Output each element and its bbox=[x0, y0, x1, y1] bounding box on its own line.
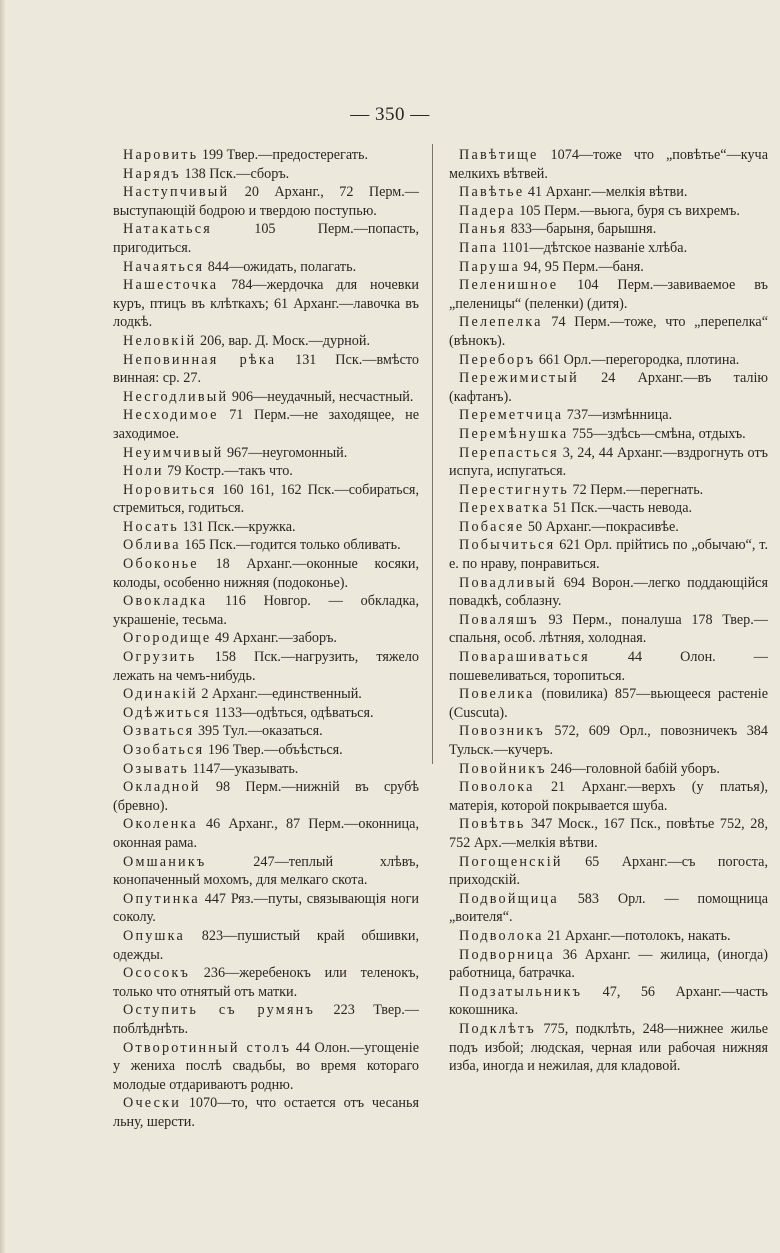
entry-definition: 572, 609 Орл., повозничекъ 384 Тульск.—кучеръ. bbox=[449, 723, 768, 758]
dictionary-entry bbox=[113, 462, 419, 481]
entry-definition: 246—головной бабій уборъ. bbox=[546, 760, 720, 777]
entry-definition: 51 Пск.—часть невода. bbox=[549, 500, 693, 517]
entry-definition: 1133—одѣться, одѣваться. bbox=[210, 704, 374, 721]
dictionary-entry bbox=[113, 276, 419, 332]
dictionary-entry bbox=[113, 741, 419, 760]
entry-headword: Побычиться bbox=[459, 537, 556, 554]
entry-definition: 737—измѣнница. bbox=[563, 407, 673, 424]
dictionary-entry bbox=[113, 220, 419, 257]
entry-headword: Очески bbox=[123, 1095, 182, 1112]
dictionary-entry bbox=[113, 1094, 419, 1131]
entry-headword: Подволока bbox=[459, 927, 544, 944]
entry-definition: 93 Перм., поналуша 178 Твер.—спальня, особ. лѣтняя, холодная. bbox=[449, 611, 768, 647]
entry-headword: Оступить съ румянъ bbox=[123, 1002, 315, 1019]
entry-definition: 104 Перм.—завиваемое въ „пеленицы“ (пеленки) (дитя). bbox=[449, 277, 768, 312]
entry-definition: 49 Арханг.—заборъ. bbox=[211, 630, 337, 647]
dictionary-entry bbox=[113, 146, 419, 165]
dictionary-entry bbox=[449, 778, 768, 815]
entry-headword: Подвойщица bbox=[459, 890, 559, 907]
entry-headword: Овокладка bbox=[123, 593, 208, 610]
entry-definition: 116 Новгор. — обкладка, украшеніе, тесьма. bbox=[113, 593, 419, 628]
dictionary-entry bbox=[113, 760, 419, 779]
entry-headword: Подзатыльникъ bbox=[459, 983, 583, 1000]
entry-definition: 47, 56 Арханг.—часть кокошника. bbox=[449, 983, 768, 1019]
dictionary-entry bbox=[449, 927, 768, 946]
entry-headword: Побасяе bbox=[459, 518, 525, 535]
entry-definition: 158 Пск.—нагрузить, тяжело лежать на чемъ-нибудь. bbox=[113, 649, 419, 684]
entry-definition: 21 Арханг.—верхъ (у платья), матерія, которой покрывается шуба. bbox=[449, 779, 768, 814]
entry-definition: 131 Пск.—вмѣсто винная: ср. 27. bbox=[113, 351, 419, 387]
entry-headword: Пеленишное bbox=[459, 277, 559, 294]
entry-headword: Отворотинный столъ bbox=[123, 1039, 292, 1056]
entry-definition: 1070—то, что остается отъ чесанья льну, шерсти. bbox=[113, 1095, 419, 1130]
entry-headword: Поварашиваться bbox=[459, 649, 590, 666]
entry-definition: 71 Перм.—не заходящее, не заходимое. bbox=[113, 407, 419, 442]
dictionary-entry bbox=[449, 760, 768, 779]
entry-definition: 24 Арханг.—въ талію (кафтанъ). bbox=[449, 370, 768, 405]
entry-headword: Наступчивый bbox=[123, 184, 230, 201]
entry-headword: Опутинка bbox=[123, 890, 200, 907]
entry-definition: 36 Арханг. — жилица, (иногда) работница, батрачка. bbox=[449, 946, 768, 982]
dictionary-entry bbox=[449, 815, 768, 852]
entry-headword: Перемѣнушка bbox=[459, 425, 569, 442]
entry-definition: 46 Арханг., 87 Перм.—оконница, оконная рама. bbox=[113, 816, 419, 851]
entry-headword: Папа bbox=[459, 239, 499, 256]
entry-definition: 1101—дѣтское названіе хлѣба. bbox=[498, 239, 688, 256]
entry-definition: 833—барыня, барышня. bbox=[507, 221, 657, 238]
entry-headword: Неповинная рѣка bbox=[123, 351, 277, 368]
dictionary-entry bbox=[113, 722, 419, 741]
entry-headword: Подклѣтъ bbox=[459, 1020, 536, 1037]
entry-definition: 20 Арханг., 72 Перм.—выступающій бодрою и твердою поступью. bbox=[113, 184, 419, 219]
entry-headword: Повѣтвь bbox=[459, 816, 526, 833]
dictionary-entry bbox=[449, 258, 768, 277]
entry-headword: Несходимое bbox=[123, 407, 219, 424]
entry-headword: Перехватка bbox=[459, 500, 550, 517]
entry-definition: 784—жердочка для ночевки куръ, птицъ въ клѣткахъ; 61 Арханг.—лавочка въ лодкѣ. bbox=[113, 277, 419, 331]
entry-definition: 138 Пск.—сборъ. bbox=[180, 165, 290, 182]
entry-headword: Переборъ bbox=[459, 351, 536, 368]
dictionary-entry bbox=[449, 481, 768, 500]
dictionary-entry bbox=[113, 165, 419, 184]
dictionary-entry bbox=[113, 444, 419, 463]
entry-definition: 131 Пск.—кружка. bbox=[178, 518, 296, 535]
dictionary-entry bbox=[449, 313, 768, 350]
dictionary-entry bbox=[449, 146, 768, 183]
entry-headword: Озваться bbox=[123, 723, 195, 740]
entry-definition: 160 161, 162 Пск.—собираться, стремиться, годиться. bbox=[113, 481, 419, 517]
entry-definition: 105 Перм.—попасть, пригодиться. bbox=[113, 221, 419, 256]
entry-headword: Пелепелка bbox=[459, 314, 543, 331]
entry-definition: 661 Орл.—перегородка, плотина. bbox=[535, 351, 740, 368]
entry-headword: Перепасться bbox=[459, 444, 559, 461]
entry-headword: Огрузить bbox=[123, 649, 197, 666]
dictionary-entry bbox=[113, 183, 419, 220]
entry-headword: Пережимистый bbox=[459, 370, 579, 387]
entry-definition: 50 Арханг.—покрасивѣе. bbox=[524, 518, 679, 535]
dictionary-entry bbox=[449, 648, 768, 685]
entry-definition: 65 Арханг.—съ погоста, приходскій. bbox=[449, 853, 768, 889]
dictionary-entry bbox=[449, 351, 768, 370]
dictionary-entry bbox=[113, 518, 419, 537]
entry-headword: Огородище bbox=[123, 630, 212, 647]
dictionary-entry bbox=[449, 183, 768, 202]
entry-definition: 694 Ворон.—легко поддающійся повадкѣ, соблазну. bbox=[449, 574, 768, 610]
entry-headword: Неловкій bbox=[123, 332, 197, 349]
entry-headword: Одѣжиться bbox=[123, 704, 211, 721]
dictionary-entry bbox=[449, 220, 768, 239]
entry-definition: 74 Перм.—тоже, что „перепелка“ (вѣнокъ). bbox=[449, 314, 768, 349]
right-column bbox=[449, 146, 768, 1076]
entry-definition: 105 Перм.—вьюга, буря съ вихремъ. bbox=[515, 202, 740, 219]
dictionary-entry bbox=[113, 481, 419, 518]
dictionary-entry bbox=[113, 258, 419, 277]
dictionary-entry bbox=[449, 536, 768, 573]
dictionary-entry bbox=[449, 983, 768, 1020]
entry-headword: Поваляшъ bbox=[459, 611, 539, 628]
entry-headword: Нашесточка bbox=[123, 277, 219, 294]
entry-headword: Погощенскій bbox=[459, 853, 563, 870]
dictionary-entry bbox=[113, 388, 419, 407]
page-number: — 350 — bbox=[350, 104, 430, 125]
dictionary-entry bbox=[449, 369, 768, 406]
dictionary-entry bbox=[113, 648, 419, 685]
entry-headword: Поволока bbox=[459, 779, 535, 796]
entry-headword: Натакаться bbox=[123, 221, 212, 238]
entry-definition: 79 Костр.—такъ что. bbox=[163, 463, 293, 480]
entry-headword: Облива bbox=[123, 537, 181, 554]
dictionary-entry bbox=[113, 815, 419, 852]
entry-headword: Озобаться bbox=[123, 742, 205, 758]
dictionary-entry bbox=[113, 685, 419, 704]
entry-definition: 18 Арханг.—оконные косяки, колоды, особенно нижняя (подоконье). bbox=[113, 556, 419, 591]
entry-headword: Переметчица bbox=[459, 407, 564, 424]
entry-headword: Околенка bbox=[123, 816, 198, 833]
dictionary-entry bbox=[113, 890, 419, 927]
dictionary-entry bbox=[113, 592, 419, 629]
entry-headword: Окладной bbox=[123, 779, 201, 796]
dictionary-entry bbox=[113, 332, 419, 351]
entry-headword: Озывать bbox=[123, 760, 189, 777]
dictionary-entry bbox=[113, 853, 419, 890]
entry-headword: Падера bbox=[459, 202, 516, 219]
entry-definition: 1074—тоже что „повѣтье“—куча мелкихъ вѣтвей. bbox=[449, 147, 768, 182]
entry-definition: 447 Ряз.—путы, связывающія ноги соколу. bbox=[113, 890, 419, 926]
entry-definition: 236—жеребенокъ или теленокъ, только что отнятый отъ матки. bbox=[113, 965, 419, 1000]
entry-definition: 196 Твер.—объѣсться. bbox=[204, 742, 343, 758]
entry-definition: 72 Перм.—перегнать. bbox=[568, 481, 704, 498]
entry-definition: 41 Арханг.—мелкія вѣтви. bbox=[524, 184, 688, 201]
entry-headword: Одинакій bbox=[123, 686, 198, 703]
entry-definition: 2 Арханг.—единственный. bbox=[197, 686, 362, 703]
dictionary-entry bbox=[113, 1039, 419, 1095]
dictionary-entry bbox=[113, 555, 419, 592]
entry-headword: Панья bbox=[459, 221, 508, 238]
entry-definition: 44 Олон.—угощеніе у жениха послѣ свадьбы, во время котораго молодые отдариваютъ родню. bbox=[113, 1039, 419, 1093]
entry-headword: Неуимчивый bbox=[123, 444, 224, 461]
dictionary-entry bbox=[449, 425, 768, 444]
entry-definition: 44 Олон. — пошевеливаться, торопиться. bbox=[449, 649, 768, 684]
entry-definition: 395 Тул.—оказаться. bbox=[194, 723, 323, 740]
entry-headword: Повойникъ bbox=[459, 760, 547, 777]
entry-definition: 21 Арханг.—потолокъ, накать. bbox=[543, 927, 731, 944]
dictionary-entry bbox=[113, 351, 419, 388]
entry-headword: Перестигнуть bbox=[459, 481, 569, 498]
dictionary-entry bbox=[449, 853, 768, 890]
entry-definition: 621 Орл. прійтись по „обычаю“, т. е. по нраву, понравиться. bbox=[449, 537, 768, 573]
dictionary-entry bbox=[449, 276, 768, 313]
entry-headword: Повозникъ bbox=[459, 723, 545, 740]
entry-headword: Ноли bbox=[123, 463, 164, 480]
entry-headword: Павѣтище bbox=[459, 147, 539, 163]
dictionary-entry bbox=[113, 629, 419, 648]
dictionary-entry bbox=[113, 704, 419, 723]
entry-definition: 347 Моск., 167 Пск., повѣтье 752, 28, 752 Арх.—мелкія вѣтви. bbox=[449, 816, 768, 851]
dictionary-entry bbox=[449, 611, 768, 648]
entry-headword: Начаяться bbox=[123, 258, 205, 275]
entry-headword: Ососокъ bbox=[123, 965, 191, 982]
entry-headword: Норовиться bbox=[123, 481, 217, 498]
entry-definition: 206, вар. Д. Моск.—дурной. bbox=[196, 332, 371, 349]
dictionary-entry bbox=[449, 202, 768, 221]
entry-definition: 199 Твер.—предостерегать. bbox=[198, 147, 368, 163]
dictionary-entry bbox=[113, 778, 419, 815]
dictionary-entry bbox=[449, 574, 768, 611]
entry-headword: Носать bbox=[123, 518, 179, 535]
entry-headword: Нарядъ bbox=[123, 165, 181, 182]
entry-headword: Несгодливый bbox=[123, 388, 229, 405]
entry-definition: 755—здѣсь—смѣна, отдыхъ. bbox=[568, 425, 746, 442]
entry-headword: Паруша bbox=[459, 258, 520, 275]
dictionary-entry bbox=[449, 1020, 768, 1076]
entry-headword: Опушка bbox=[123, 927, 186, 944]
dictionary-entry bbox=[449, 722, 768, 759]
entry-headword: Повадливый bbox=[459, 574, 557, 591]
entry-headword: Повелика bbox=[459, 686, 535, 703]
entry-definition: 223 Твер.—поблѣднѣть. bbox=[113, 1002, 419, 1037]
entry-definition: 165 Пск.—годится только обливать. bbox=[180, 537, 401, 554]
dictionary-entry bbox=[449, 890, 768, 927]
page-edge bbox=[0, 0, 6, 1253]
entry-definition: 3, 24, 44 Арханг.—вздрогнуть отъ испуга, испугаться. bbox=[449, 444, 768, 480]
entry-definition: 967—неугомонный. bbox=[223, 444, 348, 461]
entry-definition: 775, подклѣть, 248—нижнее жилье подъ избой; людская, черная или рабочая нижняя изба, иногда и нежилая, для кладовой. bbox=[449, 1020, 768, 1075]
dictionary-entry bbox=[113, 1001, 419, 1038]
dictionary-entry bbox=[113, 536, 419, 555]
dictionary-entry bbox=[113, 406, 419, 443]
entry-definition: (повилика) 857—вьющееся растеніе (Cuscuta). bbox=[449, 686, 768, 721]
entry-definition: 98 Перм.—нижній въ срубѣ (бревно). bbox=[113, 779, 419, 814]
left-column bbox=[113, 146, 419, 1131]
dictionary-entry bbox=[449, 946, 768, 983]
entry-definition: 823—пушистый край обшивки, одежды. bbox=[113, 927, 419, 963]
dictionary-entry bbox=[113, 964, 419, 1001]
entry-definition: 94, 95 Перм.—баня. bbox=[519, 258, 644, 275]
column-divider bbox=[432, 144, 433, 764]
entry-headword: Наровить bbox=[123, 147, 199, 163]
dictionary-entry bbox=[113, 927, 419, 964]
entry-headword: Подворница bbox=[459, 946, 556, 963]
entry-definition: 583 Орл. — помощница „воителя“. bbox=[449, 890, 768, 926]
entry-headword: Павѣтье bbox=[459, 184, 525, 201]
dictionary-entry bbox=[449, 518, 768, 537]
dictionary-entry bbox=[449, 444, 768, 481]
entry-definition: 247—теплый хлѣвъ, конопаченный мохомъ, для мелкаго скота. bbox=[113, 853, 419, 889]
dictionary-entry bbox=[449, 499, 768, 518]
entry-definition: 844—ожидать, полагать. bbox=[204, 258, 357, 275]
entry-headword: Омшаникъ bbox=[123, 853, 207, 870]
dictionary-entry bbox=[449, 406, 768, 425]
entry-definition: 906—неудачный, несчастный. bbox=[228, 388, 414, 405]
dictionary-entry bbox=[449, 239, 768, 258]
dictionary-entry bbox=[449, 685, 768, 722]
entry-definition: 1147—указывать. bbox=[188, 760, 299, 777]
entry-headword: Обоконье bbox=[123, 556, 199, 573]
